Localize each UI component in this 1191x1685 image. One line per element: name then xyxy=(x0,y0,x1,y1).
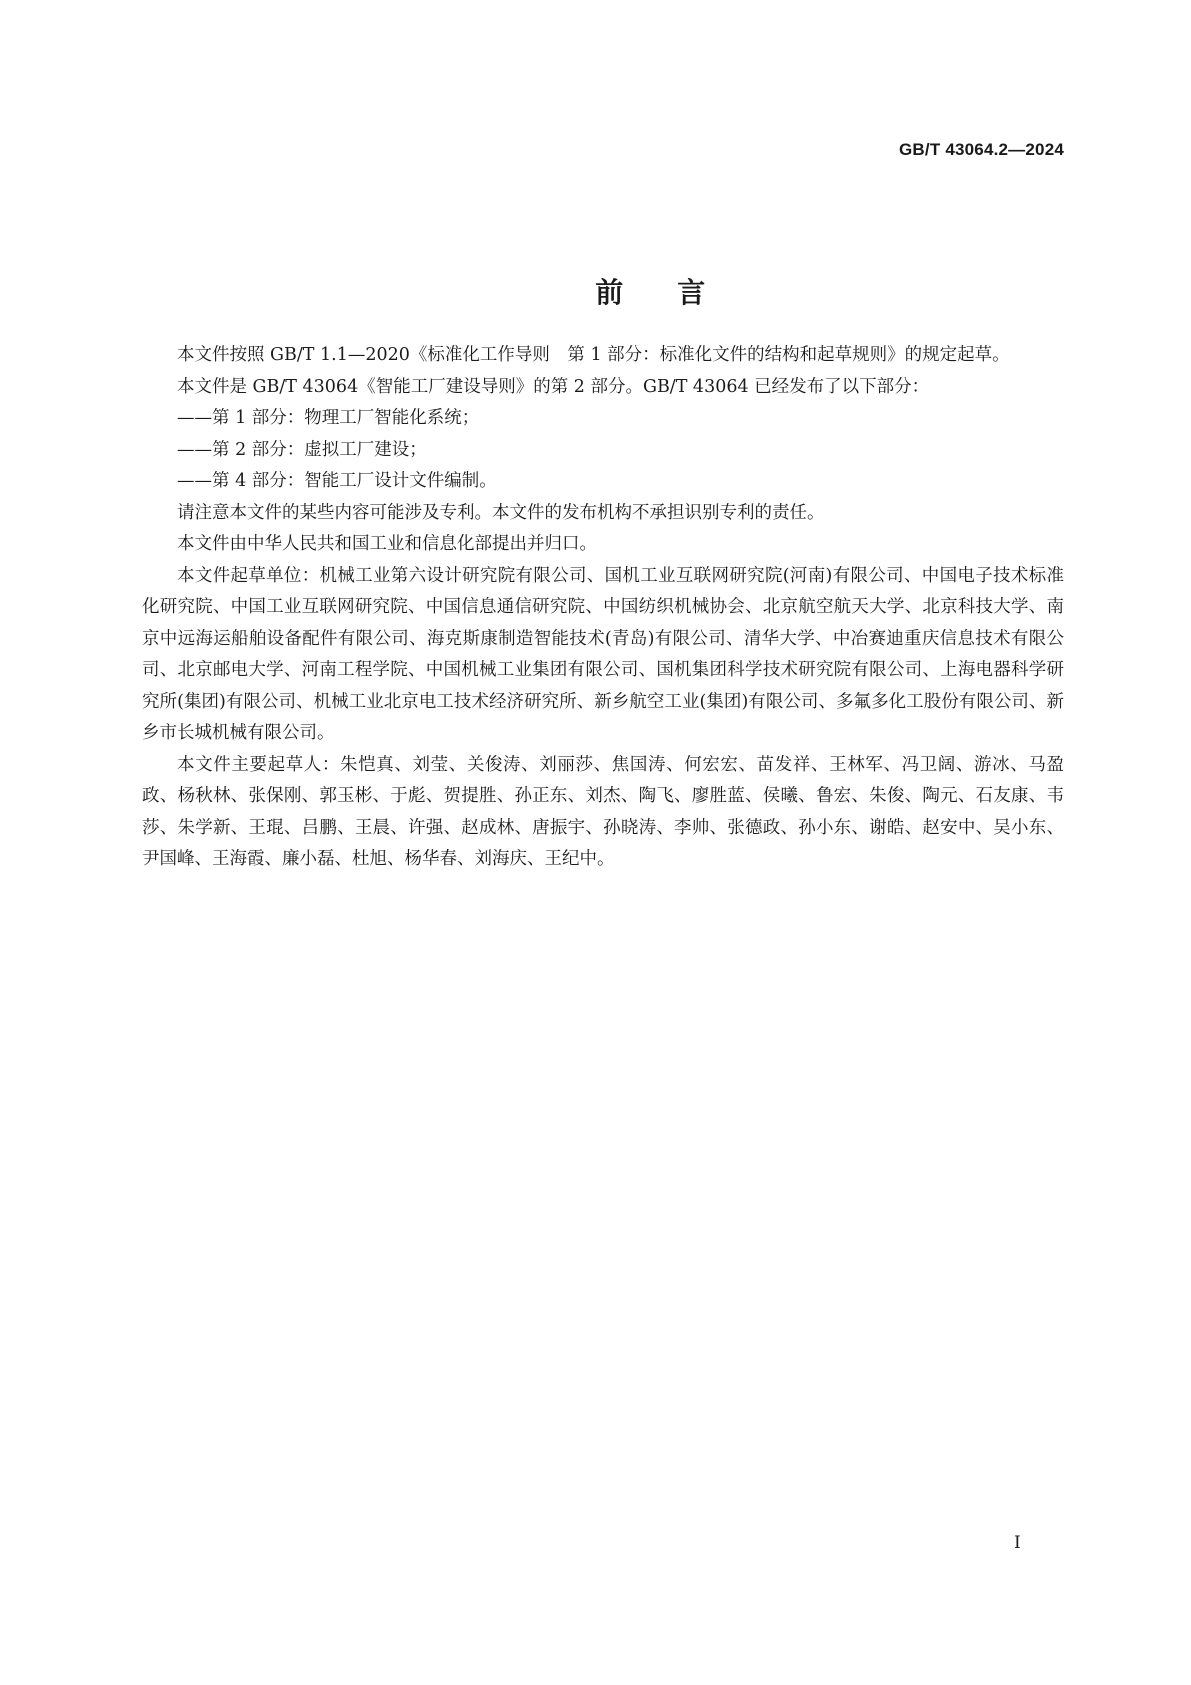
preface-body xyxy=(142,340,1064,876)
paragraph-part-statement: 本文件是 GB/T 43064《智能工厂建设导则》的第 2 部分。GB/T 43064 已经发布了以下部分： xyxy=(177,376,930,397)
list-item-part-1: ——第 1 部分：物理工厂智能化系统； xyxy=(177,408,480,428)
document-code: GB/T 43064.2—2024 xyxy=(899,140,1064,159)
paragraph-drafting-rules: 本文件按照 GB/T 1.1—2020《标准化工作导则 第 1 部分：标准化文件的结构和起草规则》的规定起草。 xyxy=(177,345,1010,365)
page-number: I xyxy=(1014,1533,1021,1553)
list-item-part-2: ——第 2 部分：虚拟工厂建设； xyxy=(177,439,427,460)
paragraph-drafters: 本文件主要起草人：朱恺真、刘莹、关俊涛、刘丽莎、焦国涛、何宏宏、苗发祥、王林军、冯卫阔、游冰、马盈政、杨秋林、张保刚、郭玉彬、于彪、贺提胜、孙正东、刘杰、陶飞、廖胜蓝、侯曦、鲁宏、朱俊、陶元、石友康、韦莎、朱学新、王琨、吕鹏、王晨、许强、赵成林、唐振宇、孙晓涛、李帅、张德政、孙小东、谢皓、赵安中、吴小东、尹国峰、王海霞、廉小磊、杜旭、杨华春、刘海庆、王纪中。 xyxy=(142,754,1064,869)
page-title xyxy=(0,238,1191,311)
paragraph-patent-notice: 请注意本文件的某些内容可能涉及专利。本文件的发布机构不承担识别专利的责任。 xyxy=(177,502,825,523)
paragraph-proposer: 本文件由中华人民共和国工业和信息化部提出并归口。 xyxy=(177,534,597,554)
title-char-left: 前 xyxy=(595,276,626,309)
title-char-right: 言 xyxy=(677,276,708,309)
paragraph-drafting-units: 本文件起草单位：机械工业第六设计研究院有限公司、国机工业互联网研究院(河南)有限公司、中国电子技术标准化研究院、中国工业互联网研究院、中国信息通信研究院、中国纺织机械协会、北京航空航天大学、北京科技大学、南京中远海运船舶设备配件有限公司、海克斯康制造智能技术(青岛)有限公司、清华大学、中冶赛迪重庆信息技术有限公司、北京邮电大学、河南工程学院、中国机械工业集团有限公司、国机集团科学技术研究院有限公司、上海电器科学研究所(集团)有限公司、机械工业北京电工技术经济研究所、新乡航空工业(集团)有限公司、多氟多化工股份有限公司、新乡市长城机械有限公司。 xyxy=(142,565,1064,743)
list-item-part-4: ——第 4 部分：智能工厂设计文件编制。 xyxy=(177,471,497,491)
